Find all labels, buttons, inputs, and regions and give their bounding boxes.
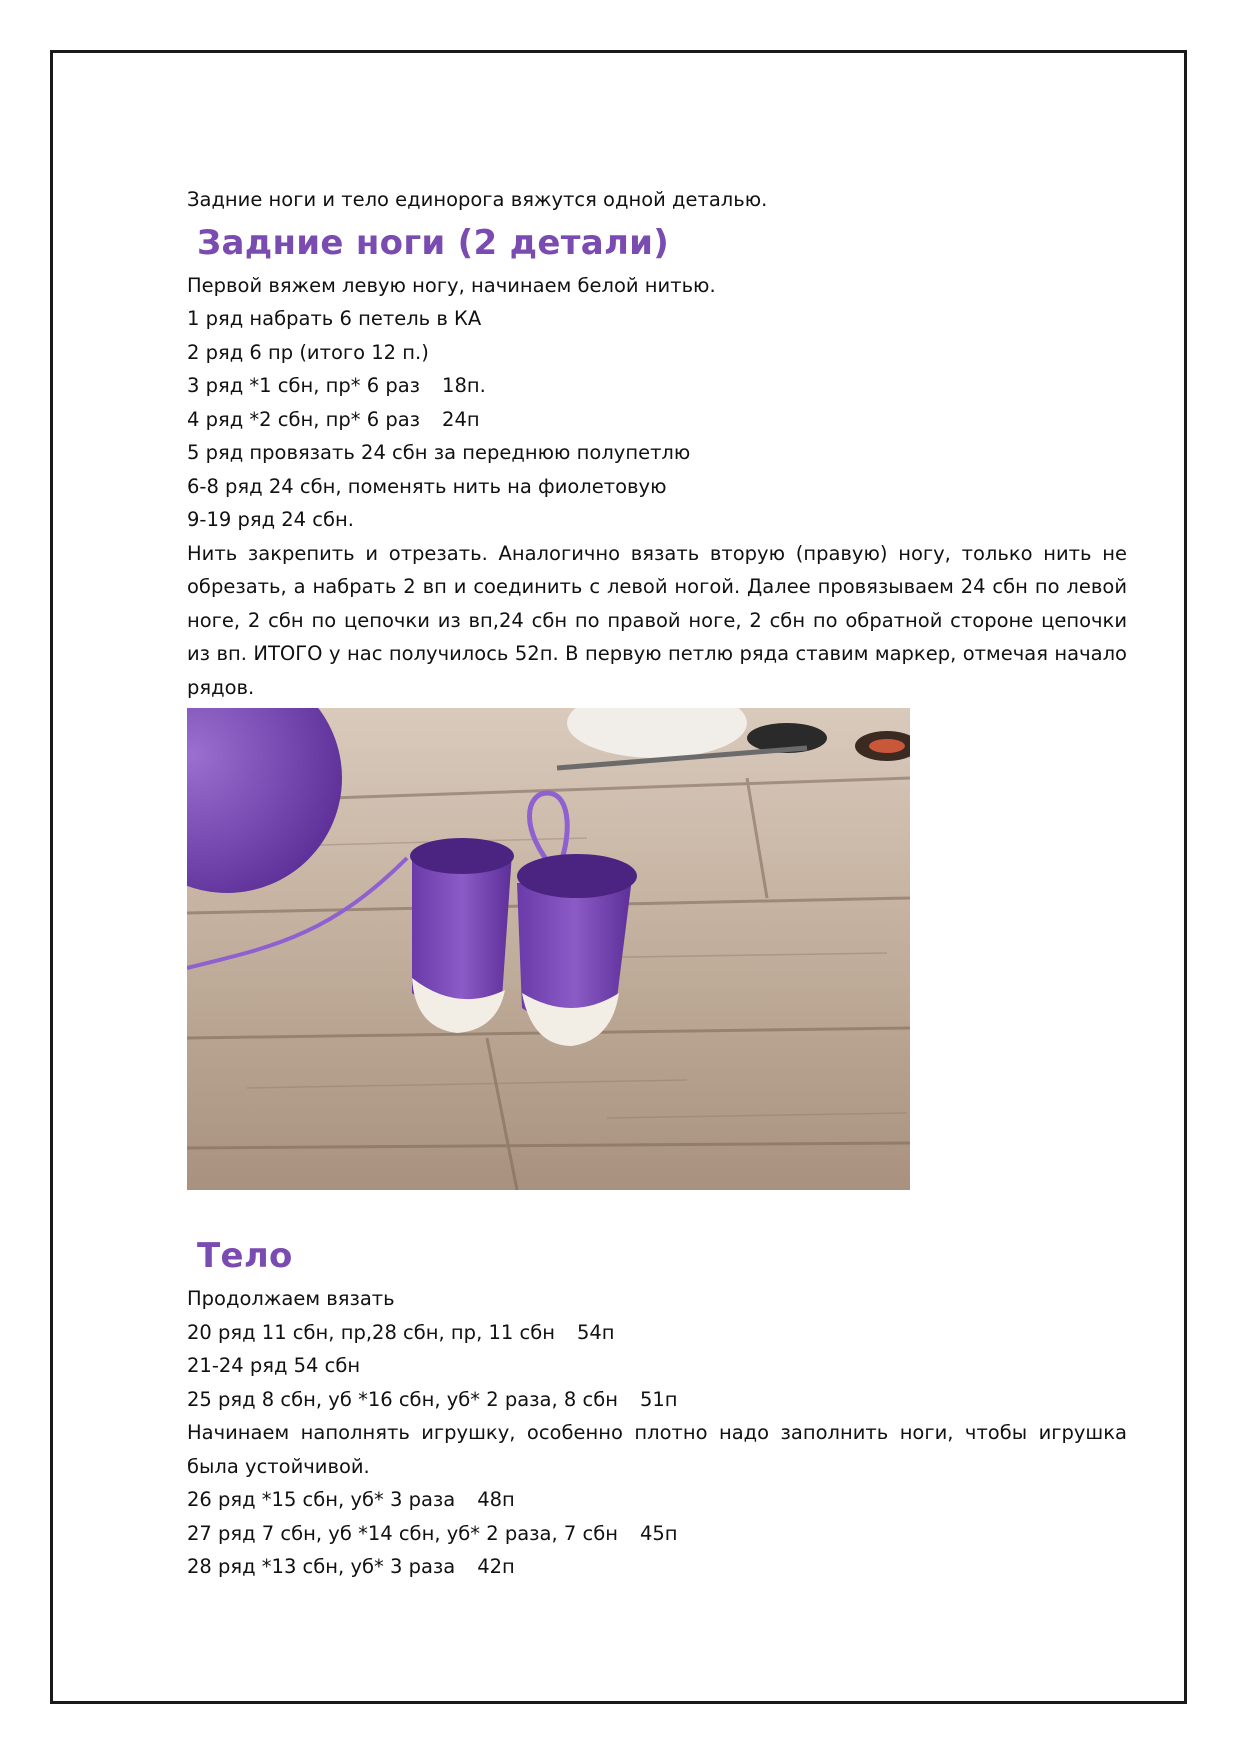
row-text: 20 ряд 11 сбн, пр,28 сбн, пр, 11 сбн [187, 1320, 555, 1344]
row-text: 25 ряд 8 сбн, уб *16 сбн, уб* 2 раза, 8 сбн [187, 1387, 618, 1411]
document-content [187, 183, 1127, 1584]
row-count: 54п [576, 1320, 615, 1344]
heading-hind-legs: Задние ноги (2 детали) [197, 222, 670, 263]
row-text: 3 ряд *1 сбн, пр* 6 раз [187, 374, 421, 397]
row-count: 45п [639, 1521, 678, 1545]
body-row-21: 21-24 ряд 54 сбн [187, 1354, 361, 1377]
row-count: 24п [442, 407, 480, 431]
legs-line-2: 1 ряд набрать 6 петель в КА [187, 307, 482, 330]
body-row-28 [187, 1550, 1127, 1584]
row-count: 42п [477, 1555, 515, 1578]
body-row-25 [187, 1383, 1127, 1417]
crochet-legs-photo [187, 708, 910, 1190]
body-row-26 [187, 1483, 1127, 1517]
legs-paragraph: Нить закрепить и отрезать. Аналогично вязать вторую (правую) ногу, только нить не обрезать, а набрать 2 вп и соединить с левой ногой. Далее провязываем 24 сбн по левой ноге, 2 сбн по цепочки из вп,24 сбн по правой ноге, 2 сбн по обратной стороне цепочки из вп. ИТОГО у нас получилось 52п. В первую петлю ряда ставим маркер, отмечая начало рядов. [187, 541, 1127, 699]
heading-body: Тело [197, 1236, 293, 1276]
legs-row-4 [187, 403, 1127, 437]
legs-line-6: 6-8 ряд 24 сбн, поменять нить на фиолетовую [187, 474, 667, 498]
legs-line-3: 2 ряд 6 пр (итого 12 п.) [187, 340, 429, 364]
row-text: 27 ряд 7 сбн, уб *14 сбн, уб* 2 раза, 7 сбн [187, 1521, 618, 1545]
body-row-27 [187, 1517, 1127, 1551]
body-paragraph: Начинаем наполнять игрушку, особенно плотно надо заполнить ноги, чтобы игрушка была устойчивой. [187, 1421, 1127, 1478]
row-text: 26 ряд *15 сбн, уб* 3 раза [187, 1488, 456, 1511]
row-count: 18п. [442, 374, 486, 397]
legs-line-1: Первой вяжем левую ногу, начинаем белой нитью. [187, 273, 716, 297]
body-line-1: Продолжаем вязать [187, 1287, 395, 1310]
legs-line-7: 9-19 ряд 24 сбн. [187, 508, 354, 531]
legs-row-3 [187, 369, 1127, 403]
row-count: 51п [639, 1387, 678, 1411]
row-text: 28 ряд *13 сбн, уб* 3 раза [187, 1555, 456, 1578]
legs-line-5: 5 ряд провязать 24 сбн за переднюю полупетлю [187, 441, 691, 464]
body-row-20 [187, 1316, 1127, 1350]
row-text: 4 ряд *2 сбн, пр* 6 раз [187, 407, 421, 431]
row-count: 48п [477, 1488, 515, 1511]
intro-text: Задние ноги и тело единорога вяжутся одной деталью. [187, 188, 768, 211]
